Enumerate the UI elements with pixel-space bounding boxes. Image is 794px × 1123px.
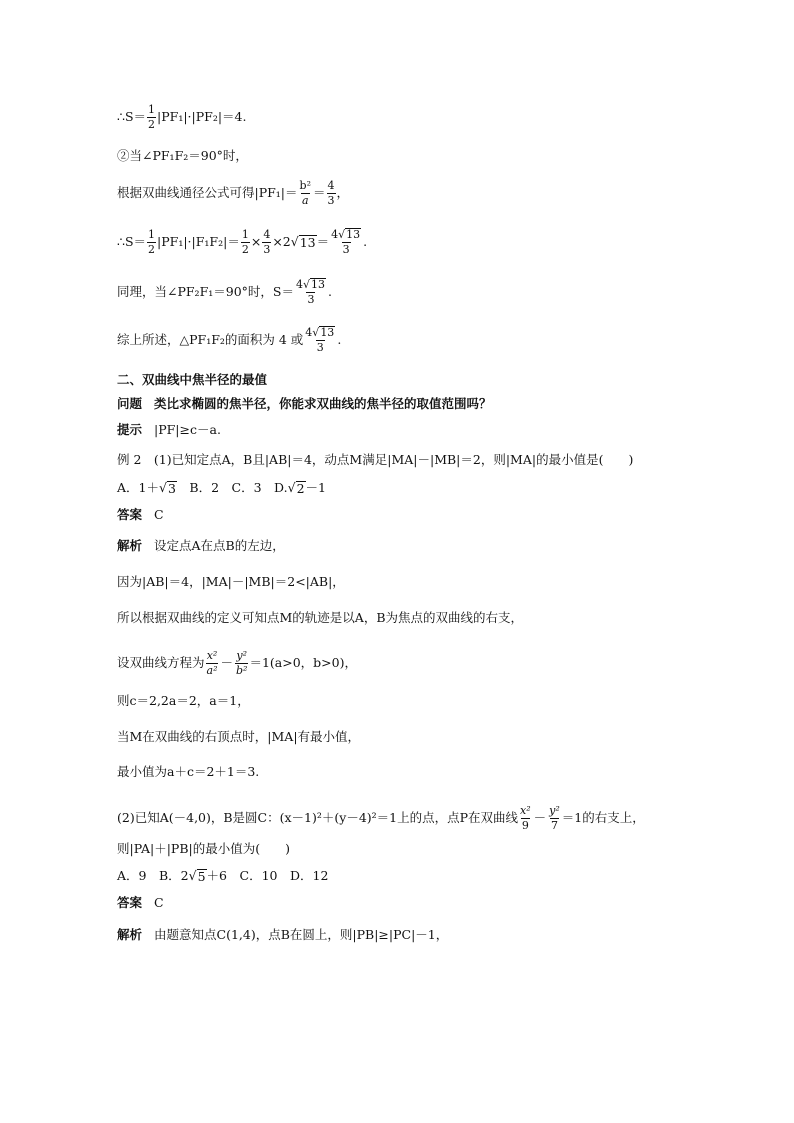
text: ＝: [316, 233, 330, 249]
text: ∴S＝: [117, 109, 147, 125]
numerator: [330, 228, 362, 242]
text: .: [337, 331, 342, 347]
text: ＋6 C．10 D．12: [206, 867, 329, 883]
text: 则|PA|＋|PB|的最小值为( ): [117, 841, 290, 856]
hyperbola-equation-line: [117, 650, 357, 677]
example-2-line: [117, 454, 633, 467]
text: 根据双曲线通径公式可得|PF₁|＝: [117, 185, 298, 201]
answer-line: [117, 897, 164, 910]
text: 由题意知点C(1,4)，点B在圆上，则|PB|≥|PC|－1，: [154, 927, 449, 942]
text: 则c＝2,2a＝2，a＝1，: [117, 693, 250, 708]
text: ×2: [272, 233, 291, 249]
numerator: 1: [148, 227, 156, 241]
text: ，: [336, 185, 350, 201]
case-line: [117, 150, 248, 163]
solution-line: [117, 576, 345, 589]
fraction: [295, 278, 327, 306]
denominator: b²: [236, 664, 248, 678]
text: 当M在双曲线的右顶点时，|MA|有最小值，: [117, 729, 361, 744]
text: ＝1的右支上，: [561, 810, 645, 826]
sqrt-sign: √: [158, 479, 167, 495]
denominator: 2: [148, 242, 156, 256]
answer-value: C: [154, 507, 164, 522]
fraction: [147, 104, 156, 131]
numerator: y²: [549, 804, 560, 817]
denominator: 3: [342, 243, 350, 257]
question-line: [117, 843, 290, 856]
fraction: [519, 805, 532, 832]
hint-label: 提示: [117, 422, 143, 437]
example-2-part-2-line: [117, 805, 645, 832]
radicand: 3: [167, 481, 176, 496]
analysis-label: 解析: [117, 538, 143, 553]
text: .: [363, 233, 368, 249]
fraction: [299, 180, 312, 207]
numerator: [304, 326, 336, 340]
area-computation-line: [117, 228, 367, 256]
answer-value: C: [154, 895, 164, 910]
fraction: [241, 229, 250, 256]
numerator: x²: [520, 804, 531, 817]
text: ×: [250, 233, 262, 249]
latus-rectum-line: [117, 180, 349, 207]
numerator: 1: [148, 103, 156, 116]
coefficient: 4: [295, 278, 303, 291]
sqrt-sign: √: [338, 228, 346, 241]
summary-line: [117, 326, 341, 354]
numerator: 4: [327, 179, 335, 192]
coefficient: 4: [331, 228, 339, 241]
fraction: [330, 228, 362, 256]
solution-line: [117, 612, 523, 625]
solution-line: [117, 731, 360, 744]
denominator: a²: [206, 664, 218, 678]
fraction: [235, 650, 248, 677]
text: 设双曲线方程为: [117, 655, 205, 671]
numerator: [295, 278, 327, 292]
text: －: [220, 655, 233, 671]
fraction: [206, 650, 219, 677]
text: 例 2 (1)已知定点A，B且|AB|＝4，动点M满足|MA|－|MB|＝2，则|MA|的最小值是( ): [117, 452, 634, 467]
denominator: 7: [550, 819, 558, 833]
analysis-label: 解析: [117, 927, 143, 942]
area-formula-line: [117, 104, 246, 131]
text: 同理，当∠PF₂F₁＝90°时，S＝: [117, 283, 294, 299]
text: B．2 C．3 D.: [176, 479, 288, 495]
coefficient: 4: [305, 326, 313, 339]
text: |PF₁|·|F₁F₂|＝: [157, 233, 240, 249]
similar-case-line: [117, 278, 332, 306]
question-text: 类比求椭圆的焦半径，你能求双曲线的焦半径的取值范围吗？: [154, 396, 492, 411]
fraction: [147, 229, 156, 256]
sqrt-sign: √: [290, 233, 299, 249]
fraction: [327, 180, 336, 207]
question-line: [117, 398, 492, 411]
text: 所以根据双曲线的定义可知点M的轨迹是以A，B为焦点的双曲线的右支，: [117, 610, 524, 625]
fraction: [304, 326, 336, 354]
radicand: 13: [346, 228, 361, 241]
radicand: 13: [320, 326, 335, 339]
sqrt-sign: √: [312, 326, 320, 339]
text: 综上所述，△PF₁F₂的面积为 4 或: [117, 331, 304, 347]
sqrt-sign: √: [188, 867, 197, 883]
solution-line: [117, 695, 250, 708]
hint-text: |PF|≥c－a.: [154, 422, 221, 437]
sqrt-sign: √: [302, 278, 310, 291]
hint-line: [117, 424, 221, 437]
radicand: 13: [311, 278, 325, 291]
denominator: 3: [307, 293, 315, 307]
fraction: [262, 229, 271, 256]
analysis-line: [117, 929, 448, 942]
denominator: 3: [263, 242, 271, 256]
options-line: [117, 869, 328, 883]
sqrt-sign: √: [287, 479, 296, 495]
numerator: x²: [206, 649, 218, 662]
radicand: 5: [197, 869, 206, 884]
text: 因为|AB|＝4，|MA|－|MB|＝2<|AB|，: [117, 574, 345, 589]
text: A．1＋: [117, 479, 159, 495]
numerator: 4: [263, 227, 271, 241]
radicand: 13: [299, 235, 316, 251]
denominator: 9: [521, 819, 529, 833]
denominator: 2: [148, 118, 156, 132]
analysis-line: [117, 540, 285, 553]
text: ∴S＝: [117, 233, 147, 249]
answer-label: 答案: [117, 507, 143, 522]
section-heading: [117, 374, 267, 387]
denominator: 2: [241, 242, 249, 256]
text: (2)已知A(－4,0)，B是圆C：(x－1)²＋(y－4)²＝1上的点，点P在双曲线: [117, 810, 519, 826]
text: ＝1(a>0，b>0)，: [249, 655, 357, 671]
text: ＝: [312, 185, 326, 201]
options-line: [117, 481, 326, 495]
text: ②当∠PF₁F₂＝90°时，: [117, 148, 248, 163]
heading-text: 二、双曲线中焦半径的最值: [117, 372, 268, 387]
answer-line: [117, 509, 164, 522]
denominator: 3: [316, 341, 324, 355]
numerator: y²: [236, 649, 248, 662]
numerator: 1: [241, 227, 249, 241]
text: A．9 B．2: [117, 867, 189, 883]
denominator: a: [301, 194, 309, 208]
radicand: 2: [296, 481, 305, 496]
answer-label: 答案: [117, 895, 143, 910]
text: －1: [305, 479, 326, 495]
text: |PF₁|·|PF₂|＝4.: [157, 109, 247, 125]
text: 设定点A在点B的左边，: [154, 538, 285, 553]
numerator: b²: [299, 179, 311, 192]
question-label: 问题: [117, 396, 143, 411]
fraction: [548, 805, 561, 832]
text: .: [328, 283, 332, 299]
text: －: [533, 810, 547, 826]
denominator: 3: [327, 194, 335, 208]
solution-line: [117, 766, 259, 779]
text: 最小值为a＋c＝2＋1＝3.: [117, 764, 260, 779]
